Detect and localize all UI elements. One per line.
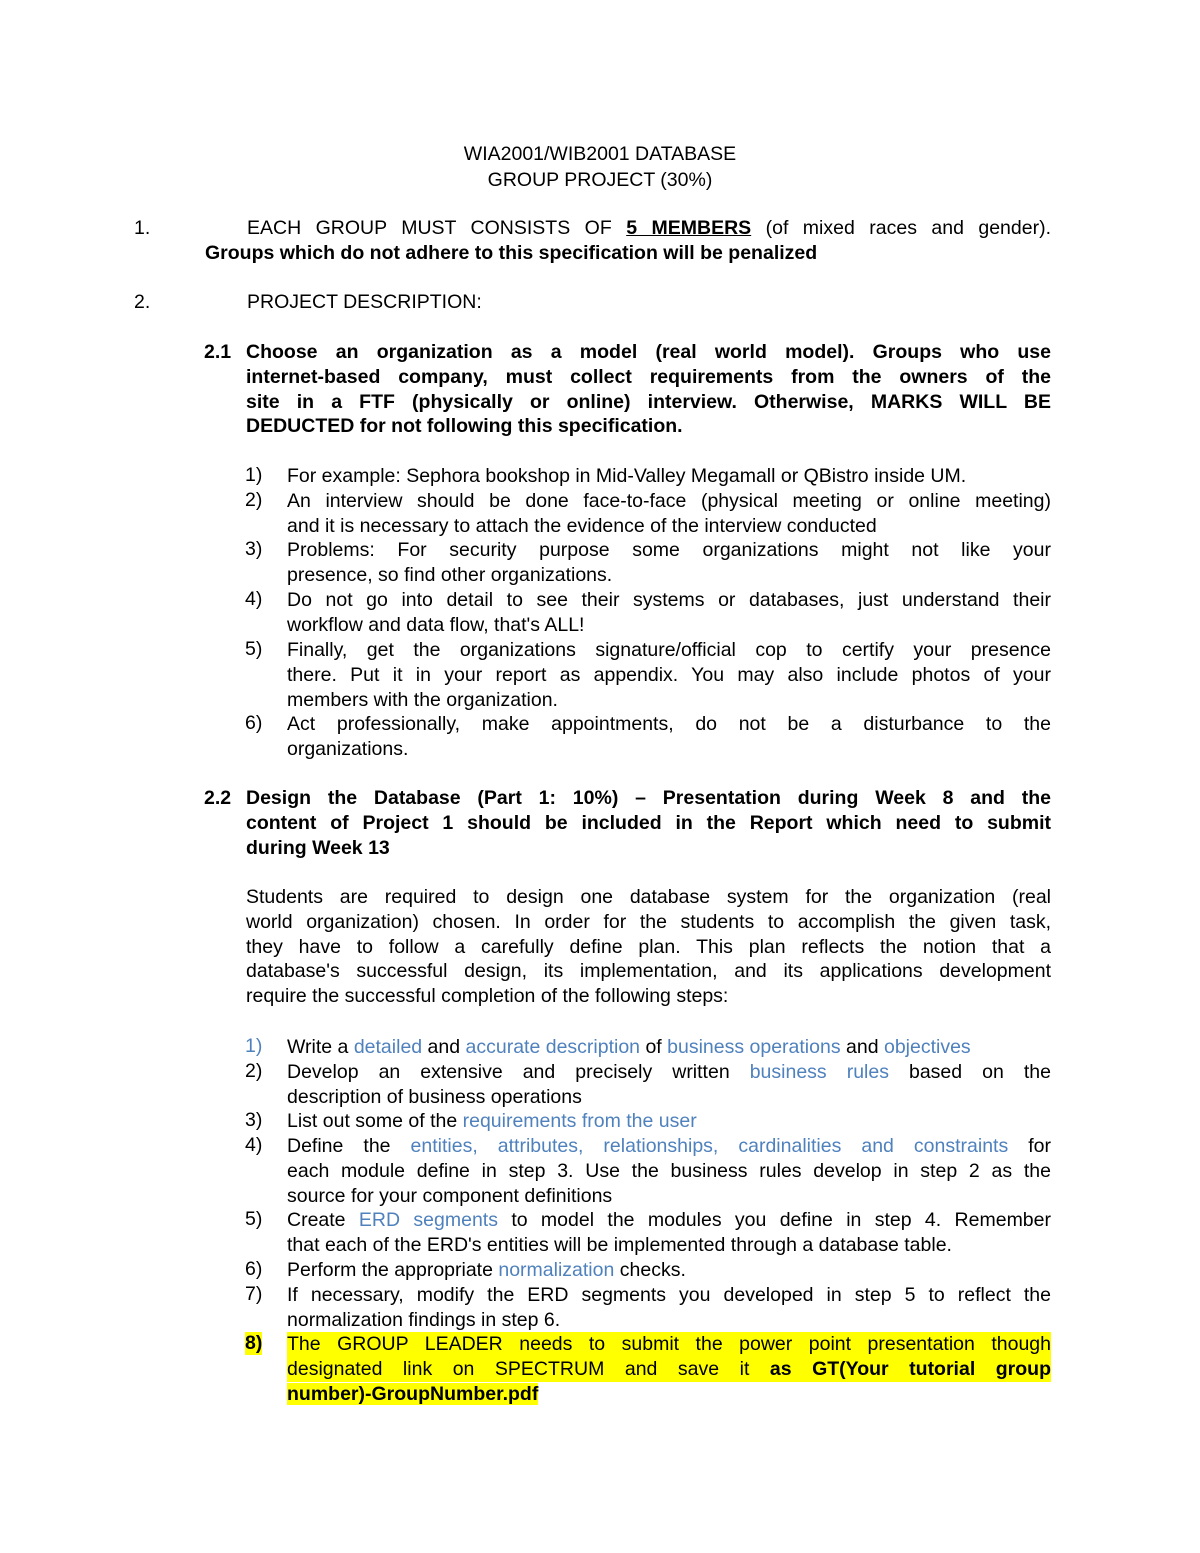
step-text-part: of [640,1036,668,1058]
list-item-number: 2) [245,489,263,511]
list-item-text: presence, so find other organizations. [287,563,613,586]
list-item-text: Finally, get the organizations signature/official cop to certify your presence [287,639,1051,661]
section-1-text-a: EACH GROUP MUST CONSISTS OF [247,217,627,239]
list-item-number: 1) [245,464,263,486]
step-text-part: and [840,1036,884,1058]
paragraph-line: database's successful design, its implementation, and its applications development [246,960,1051,983]
step-text [287,1060,1051,1085]
list-item-text: Act professionally, make appointments, do not be a disturbance to the [287,713,1051,735]
step-text: source for your component definitions [287,1184,613,1207]
section-1-text-c: (of mixed races and gender). [751,217,1052,239]
section-2-2-line: Design the Database (Part 1: 10%) – Presentation during Week 8 and the [246,787,1051,809]
list-item-number: 5) [245,638,263,660]
section-2-2-line: content of Project 1 should be included in the Report which need to submit [246,811,1051,834]
step-text-part: Perform the appropriate [287,1259,499,1281]
section-2-1-line: Choose an organization as a model (real world model). Groups who use [246,341,1051,363]
step-text [287,1134,1051,1159]
step-text-part: for [1008,1135,1052,1157]
step-number: 7) [245,1283,263,1305]
step-text-part: Develop an extensive and precisely written [287,1061,750,1083]
list-item-number: 6) [245,712,263,734]
section-1-text [247,216,1051,241]
step-number: 5) [245,1208,263,1230]
step-keyword: accurate description [465,1036,641,1058]
section-2-2-number: 2.2 [204,787,232,809]
list-item-text: An interview should be done face-to-face (physical meeting or online meeting) [287,490,1051,512]
list-item-text: Problems: For security purpose some organizations might not like your [287,539,1051,561]
list-item-number: 4) [245,588,263,610]
section-1-number: 1. [134,217,151,239]
section-2-1-line: DEDUCTED for not following this specification. [246,415,683,438]
step-text-part: and [422,1036,466,1058]
section-2-1-line: internet-based company, must collect requirements from the owners of the [246,365,1051,388]
section-2-2-paragraph [246,885,1051,1009]
step-keyword: requirements from the user [462,1110,697,1132]
list-item-text: members with the organization. [287,688,558,711]
step-text [287,1035,1051,1060]
step-text: The GROUP LEADER needs to submit the power point presentation though [287,1333,1051,1355]
section-2-1-number: 2.1 [204,341,232,363]
step-text: If necessary, modify the ERD segments you developed in step 5 to reflect the [287,1284,1051,1306]
section-2-2-line: during Week 13 [246,836,390,859]
section-2-1-heading [246,340,1051,439]
step-text-part: Define the [287,1135,411,1157]
step-text-part: to model the modules you define in step 4. Remember [497,1209,1051,1231]
step-text-part: designated link on SPECTRUM and save it [287,1357,770,1380]
step-text [287,1109,1051,1134]
step-text: that each of the ERD's entities will be implemented through a database table. [287,1233,952,1256]
step-keyword: normalization [498,1259,615,1281]
paragraph-line: world organization) chosen. In order for the students to accomplish the given task, [246,910,1051,933]
step-number: 8) [245,1332,263,1354]
list-item-text: workflow and data flow, that's ALL! [287,613,585,636]
step-keyword: ERD segments [358,1209,498,1231]
step-keyword: detailed [353,1036,423,1058]
step-text [287,1382,1051,1407]
section-2-2-heading [246,786,1051,860]
list-item-text: Do not go into detail to see their systems or databases, just understand their [287,589,1051,611]
paragraph-line: require the successful completion of the following steps: [246,985,729,1008]
step-keyword: business rules [749,1061,889,1083]
step-keyword: entities, attributes, relationships, cardinalities and constraints [410,1135,1009,1157]
step-filename: as GT(Your tutorial group [769,1357,1051,1380]
step-filename: number)-GroupNumber.pdf [287,1382,539,1405]
step-text: description of business operations [287,1085,582,1108]
document-title: WIA2001/WIB2001 DATABASE [463,143,737,165]
step-number: 4) [245,1134,263,1156]
list-item-text: and it is necessary to attach the evidence of the interview conducted [287,514,877,537]
step-number: 2) [245,1060,263,1082]
step-text-part: Write a [287,1036,354,1058]
list-item-text: organizations. [287,737,409,760]
list-item-text: there. Put it in your report as appendix. You may also include photos of your [287,663,1051,686]
step-number: 1) [245,1035,263,1057]
step-text-part: Create [287,1209,359,1231]
step-text: each module define in step 3. Use the business rules develop in step 2 as the [287,1159,1051,1182]
list-item-text: For example: Sephora bookshop in Mid-Valley Megamall or QBistro inside UM. [287,465,967,487]
step-number: 6) [245,1258,263,1280]
step-text [287,1258,1051,1283]
step-text [287,1357,1051,1382]
step-text-part: checks. [614,1259,686,1281]
section-2-heading: PROJECT DESCRIPTION: [247,291,482,313]
step-keyword: business operations [667,1036,841,1058]
step-keyword: objectives [883,1036,971,1058]
section-1-warning: Groups which do not adhere to this specification will be penalized [205,242,818,264]
paragraph-line: Students are required to design one database system for the organization (real [246,886,1051,908]
step-text [287,1208,1051,1233]
step-text-part: List out some of the [287,1110,463,1132]
step-number: 3) [245,1109,263,1131]
list-item-number: 3) [245,538,263,560]
section-1-members: 5 MEMBERS [626,217,752,239]
section-2-number: 2. [134,291,151,313]
paragraph-line: they have to follow a carefully define plan. This plan reflects the notion that a [246,935,1051,958]
step-text-part: based on the [888,1061,1051,1083]
document-subtitle: GROUP PROJECT (30%) [487,169,713,191]
step-text: normalization findings in step 6. [287,1308,561,1331]
section-2-1-line: site in a FTF (physically or online) interview. Otherwise, MARKS WILL BE [246,390,1051,413]
